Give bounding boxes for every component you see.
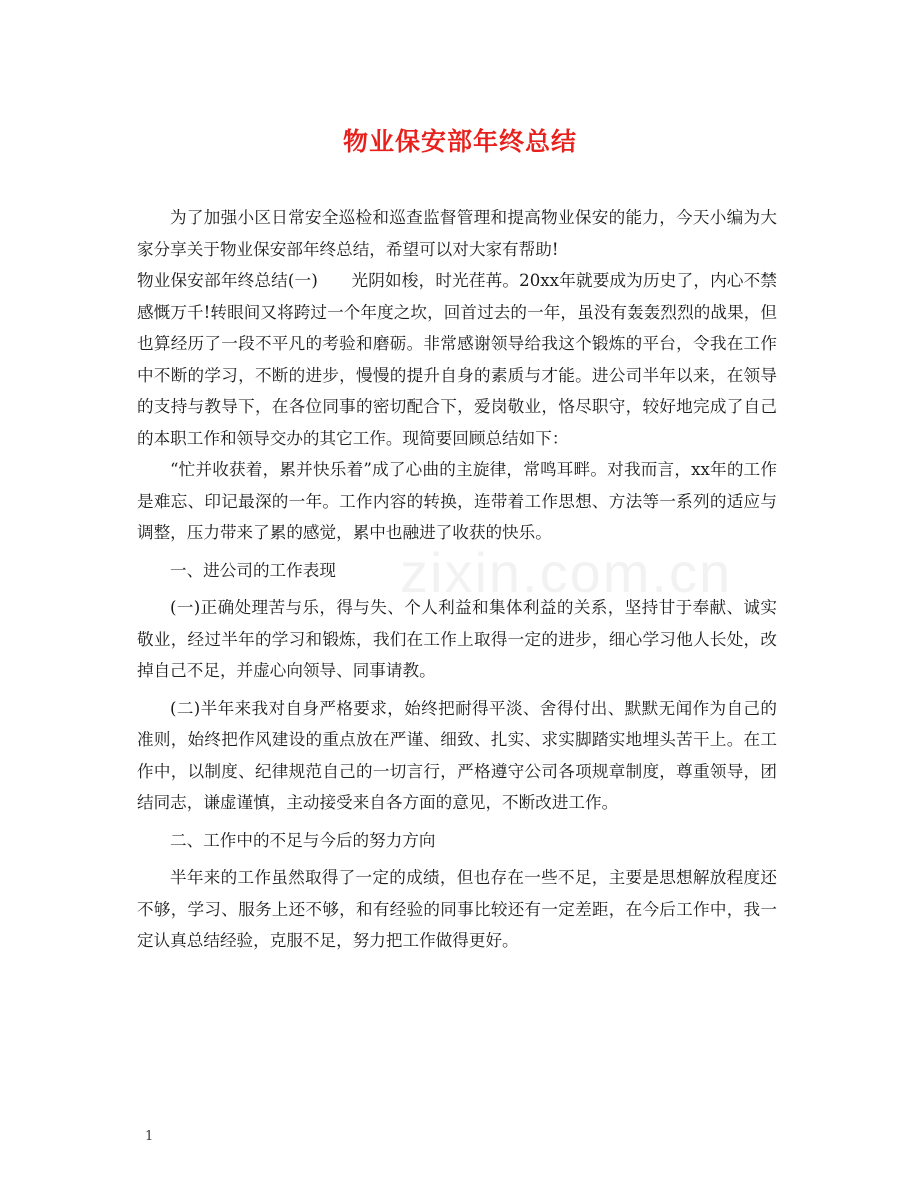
section-heading: 一、进公司的工作表现 (170, 560, 336, 580)
watermark: zixin.com.cn (400, 541, 733, 604)
document-title: 物业保安部年终总结 (342, 127, 577, 156)
body-paragraph: (一)正确处理苦与乐，得与失、个人利益和集体利益的关系，坚持甘于奉献、诚实敬业，经过半年的学习和锻炼，我们在工作上取得一定的进步，细心学习他人长处，改掉自己不足，并虚心向领导、同事请教。 (137, 598, 777, 680)
section-paragraph: 物业保安部年终总结(一) 光阴如梭，时光荏苒。20xx年就要成为历史了，内心不禁感慨万千!转眼间又将跨过一个年度之坎，回首过去的一年，虽没有轰轰烈烈的战果，但也算经历了一段不平凡的考验和磨砺。非常感谢领导给我这个锻炼的平台，令我在工作中不断的学习，不断的进步，慢慢的提升自身的素质与才能。进公司半年以来，在领导的支持与教导下，在各位同事的密切配合下，爱岗敬业，恪尽职守，较好地完成了自己的本职工作和领导交办的其它工作。现简要回顾总结如下： (137, 271, 777, 448)
section-heading: 二、工作中的不足与今后的努力方向 (170, 830, 436, 850)
body-paragraph: (二)半年来我对自身严格要求，始终把耐得平淡、舍得付出、默默无闻作为自己的准则，始终把作风建设的重点放在严谨、细致、扎实、求实脚踏实地埋头苦干上。在工作中，以制度、纪律规范自己的一切言行，严格遵守公司各项规章制度，尊重领导，团结同志，谦虚谨慎，主动接受来自各方面的意见，不断改进工作。 (137, 698, 777, 812)
document-body (137, 202, 777, 957)
body-paragraph: 半年来的工作虽然取得了一定的成绩，但也存在一些不足，主要是思想解放程度还不够，学习、服务上还不够，和有经验的同事比较还有一定差距，在今后工作中，我一定认真总结经验，克服不足，努力把工作做得更好。 (137, 868, 777, 950)
page-number: 1 (145, 1129, 154, 1144)
intro-paragraph: 为了加强小区日常安全巡检和巡查监督管理和提高物业保安的能力，今天小编为大家分享关于物业保安部年终总结，希望可以对大家有帮助! (137, 208, 777, 259)
body-paragraph: “忙并收获着，累并快乐着”成了心曲的主旋律，常鸣耳畔。对我而言，xx年的工作是难忘、印记最深的一年。工作内容的转换，连带着工作思想、方法等一系列的适应与调整，压力带来了累的感觉，累中也融进了收获的快乐。 (137, 460, 777, 542)
